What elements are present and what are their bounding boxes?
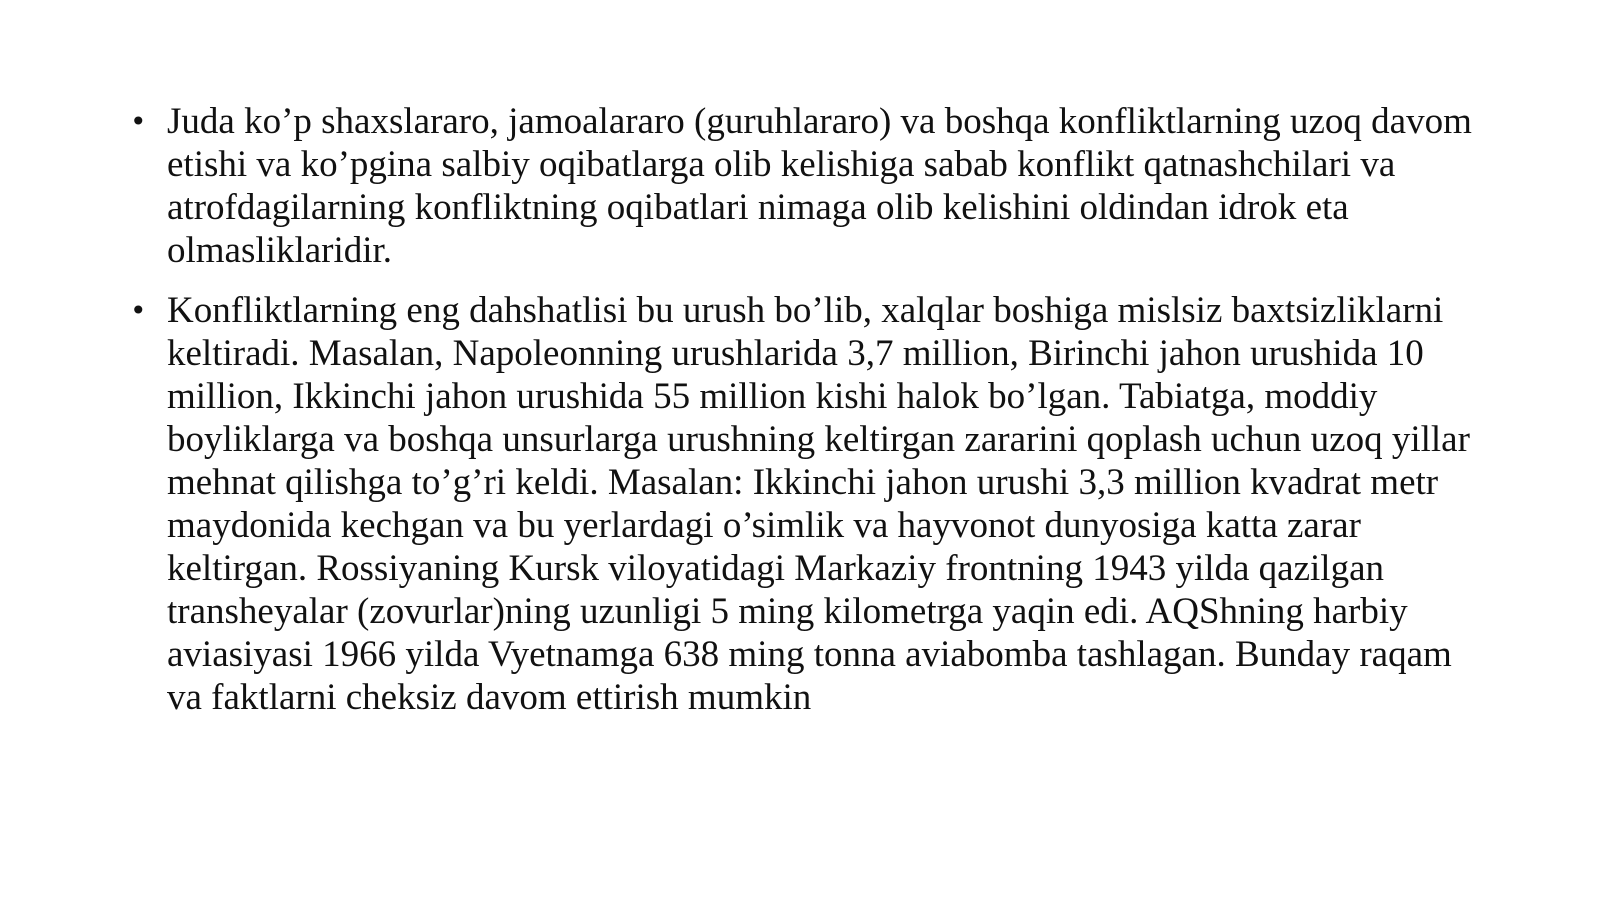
bullet-list xyxy=(130,100,1490,736)
bullet-text: Juda ko’p shaxslararo, jamoalararo (guruhlararo) va boshqa konfliktlarning uzoq davom etishi va ko’pgina salbiy oqibatlarga olib kelishiga sabab konflikt qatnashchilari va atrofdagilarning konfliktning oqibatlari nimaga olib kelishini oldindan idrok eta olmasliklaridir. xyxy=(167,101,1472,271)
bullet-marker: • xyxy=(130,105,147,138)
bullet-item-2 xyxy=(130,289,1490,719)
bullet-marker: • xyxy=(130,294,147,327)
bullet-text: Konfliktlarning eng dahshatlisi bu urush bo’lib, xalqlar boshiga mislsiz baxtsizliklarni keltiradi. Masalan, Napoleonning urushlarida 3,7 million, Birinchi jahon urushida 10 million, Ikkinchi jahon urushida 55 million kishi halok bo’lgan. Tabiatga, moddiy boyliklarga va boshqa unsurlarga urushning keltirgan zararini qoplash uchun uzoq yillar mehnat qilishga to’g’ri keldi. Masalan: Ikkinchi jahon urushi 3,3 million kvadrat metr maydonida kechgan va bu yerlardagi o’simlik va hayvonot dunyosiga katta zarar keltirgan. Rossiyaning Kursk viloyatidagi Markaziy frontning 1943 yilda qazilgan transheyalar (zovurlar)ning uzunligi 5 ming kilometrga yaqin edi. AQShning harbiy aviasiyasi 1966 yilda Vyetnamga 638 ming tonna aviabomba tashlagan. Bunday raqam va faktlarni cheksiz davom ettirish mumkin xyxy=(167,290,1470,718)
bullet-item-1 xyxy=(130,100,1490,272)
